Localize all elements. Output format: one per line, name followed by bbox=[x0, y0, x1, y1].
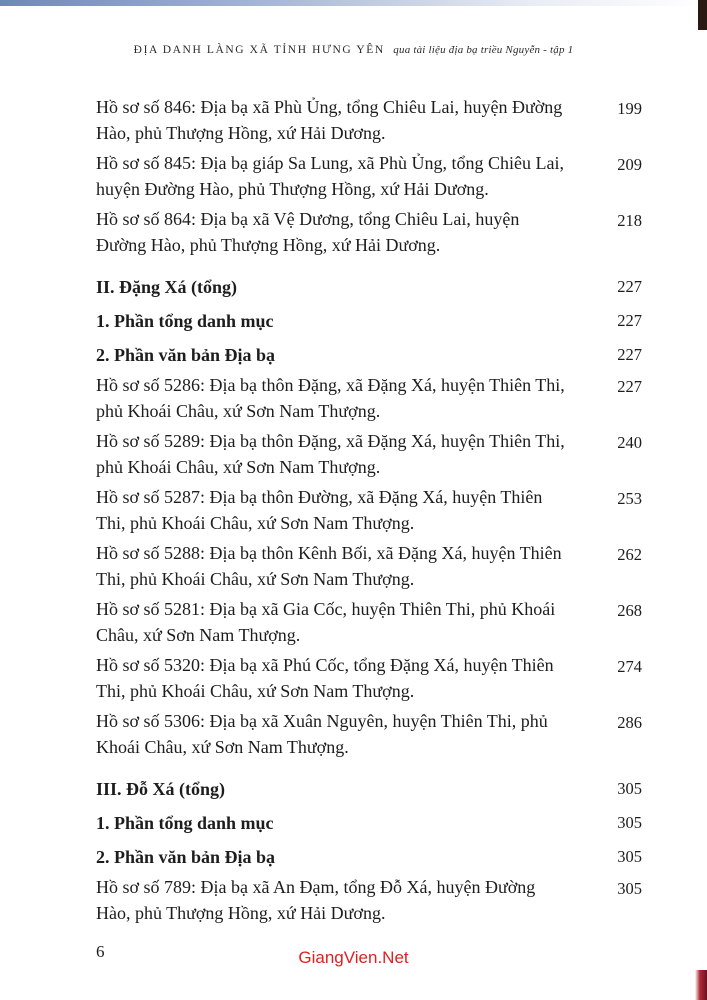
toc-subsection-heading bbox=[96, 810, 646, 836]
running-header bbox=[0, 44, 707, 56]
toc-section-title: III. Đỗ Xá (tổng) bbox=[96, 779, 226, 799]
toc-section-heading bbox=[96, 776, 646, 802]
toc-subsection-title: 2. Phần văn bản Địa bạ bbox=[96, 345, 276, 365]
toc-subsection-heading bbox=[96, 844, 646, 870]
watermark-text: GiangVien.Net bbox=[298, 948, 409, 967]
toc-entry-page: 305 bbox=[617, 879, 642, 898]
toc-entry-page: 286 bbox=[617, 713, 642, 732]
toc-entry bbox=[96, 652, 646, 704]
toc-entry-page: 199 bbox=[617, 99, 642, 118]
table-of-contents bbox=[96, 94, 646, 926]
toc-entry bbox=[96, 428, 646, 480]
toc-entry-page: 253 bbox=[617, 489, 642, 508]
toc-entry bbox=[96, 484, 646, 536]
toc-entry bbox=[96, 874, 646, 926]
corner-mark-bottom bbox=[695, 970, 707, 1000]
toc-entry-title: Hồ sơ số 864: Địa bạ xã Vệ Dương, tổng Chiêu Lai, huyện Đường Hào, phủ Thượng Hồng, xứ Hải Dương. bbox=[96, 209, 520, 255]
toc-entry-page: 240 bbox=[617, 433, 642, 452]
toc-section-title: II. Đặng Xá (tổng) bbox=[96, 277, 238, 297]
toc-entry-page: 268 bbox=[617, 601, 642, 620]
toc-entry-title: Hồ sơ số 5320: Địa bạ xã Phú Cốc, tổng Đặng Xá, huyện Thiên Thi, phủ Khoái Châu, xứ Sơn Nam Thượng. bbox=[96, 655, 554, 701]
toc-entry-page: 227 bbox=[617, 377, 642, 396]
toc-entry bbox=[96, 150, 646, 202]
running-header-subtitle: qua tài liệu địa bạ triều Nguyễn - tập 1 bbox=[393, 44, 574, 56]
toc-entry bbox=[96, 596, 646, 648]
toc-subsection-heading bbox=[96, 342, 646, 368]
toc-entry-title: Hồ sơ số 5306: Địa bạ xã Xuân Nguyên, huyện Thiên Thi, phủ Khoái Châu, xứ Sơn Nam Thượng. bbox=[96, 711, 548, 757]
top-color-strip bbox=[0, 0, 707, 6]
toc-entry-title: Hồ sơ số 5286: Địa bạ thôn Đặng, xã Đặng Xá, huyện Thiên Thi, phủ Khoái Châu, xứ Sơn Nam Thượng. bbox=[96, 375, 565, 421]
toc-subsection-page: 227 bbox=[617, 345, 642, 364]
toc-entry bbox=[96, 206, 646, 258]
toc-subsection-page: 305 bbox=[617, 813, 642, 832]
page-number: 6 bbox=[96, 942, 105, 961]
running-header-title: ĐỊA DANH LÀNG XÃ TỈNH HƯNG YÊN bbox=[133, 44, 385, 56]
corner-mark bbox=[698, 0, 707, 30]
toc-entry-page: 274 bbox=[617, 657, 642, 676]
toc-entry-title: Hồ sơ số 5287: Địa bạ thôn Đường, xã Đặng Xá, huyện Thiên Thi, phủ Khoái Châu, xứ Sơn Nam Thượng. bbox=[96, 487, 543, 533]
toc-subsection-title: 1. Phần tổng danh mục bbox=[96, 813, 274, 833]
toc-section-page: 305 bbox=[617, 779, 642, 798]
toc-subsection-title: 2. Phần văn bản Địa bạ bbox=[96, 847, 276, 867]
toc-entry-title: Hồ sơ số 5281: Địa bạ xã Gia Cốc, huyện Thiên Thi, phủ Khoái Châu, xứ Sơn Nam Thượng. bbox=[96, 599, 556, 645]
toc-section-page: 227 bbox=[617, 277, 642, 296]
toc-entry bbox=[96, 94, 646, 146]
toc-entry-title: Hồ sơ số 845: Địa bạ giáp Sa Lung, xã Phù Ủng, tổng Chiêu Lai, huyện Đường Hào, phủ Thượng Hồng, xứ Hải Dương. bbox=[96, 153, 564, 199]
toc-entry-page: 262 bbox=[617, 545, 642, 564]
toc-subsection-page: 227 bbox=[617, 311, 642, 330]
page-footer bbox=[0, 940, 707, 970]
toc-entry-page: 218 bbox=[617, 211, 642, 230]
toc-section-heading bbox=[96, 274, 646, 300]
toc-entry bbox=[96, 540, 646, 592]
toc-subsection-page: 305 bbox=[617, 847, 642, 866]
toc-subsection-heading bbox=[96, 308, 646, 334]
toc-entry bbox=[96, 372, 646, 424]
toc-entry-page: 209 bbox=[617, 155, 642, 174]
toc-subsection-title: 1. Phần tổng danh mục bbox=[96, 311, 274, 331]
toc-entry-title: Hồ sơ số 5288: Địa bạ thôn Kênh Bối, xã Đặng Xá, huyện Thiên Thi, phủ Khoái Châu, xứ Sơn Nam Thượng. bbox=[96, 543, 562, 589]
toc-entry-title: Hồ sơ số 846: Địa bạ xã Phù Ủng, tổng Chiêu Lai, huyện Đường Hào, phủ Thượng Hồng, xứ Hải Dương. bbox=[96, 97, 563, 143]
toc-entry-title: Hồ sơ số 5289: Địa bạ thôn Đặng, xã Đặng Xá, huyện Thiên Thi, phủ Khoái Châu, xứ Sơn Nam Thượng. bbox=[96, 431, 565, 477]
toc-entry bbox=[96, 708, 646, 760]
toc-entry-title: Hồ sơ số 789: Địa bạ xã An Đạm, tổng Đỗ Xá, huyện Đường Hào, phủ Thượng Hồng, xứ Hải Dương. bbox=[96, 877, 536, 923]
